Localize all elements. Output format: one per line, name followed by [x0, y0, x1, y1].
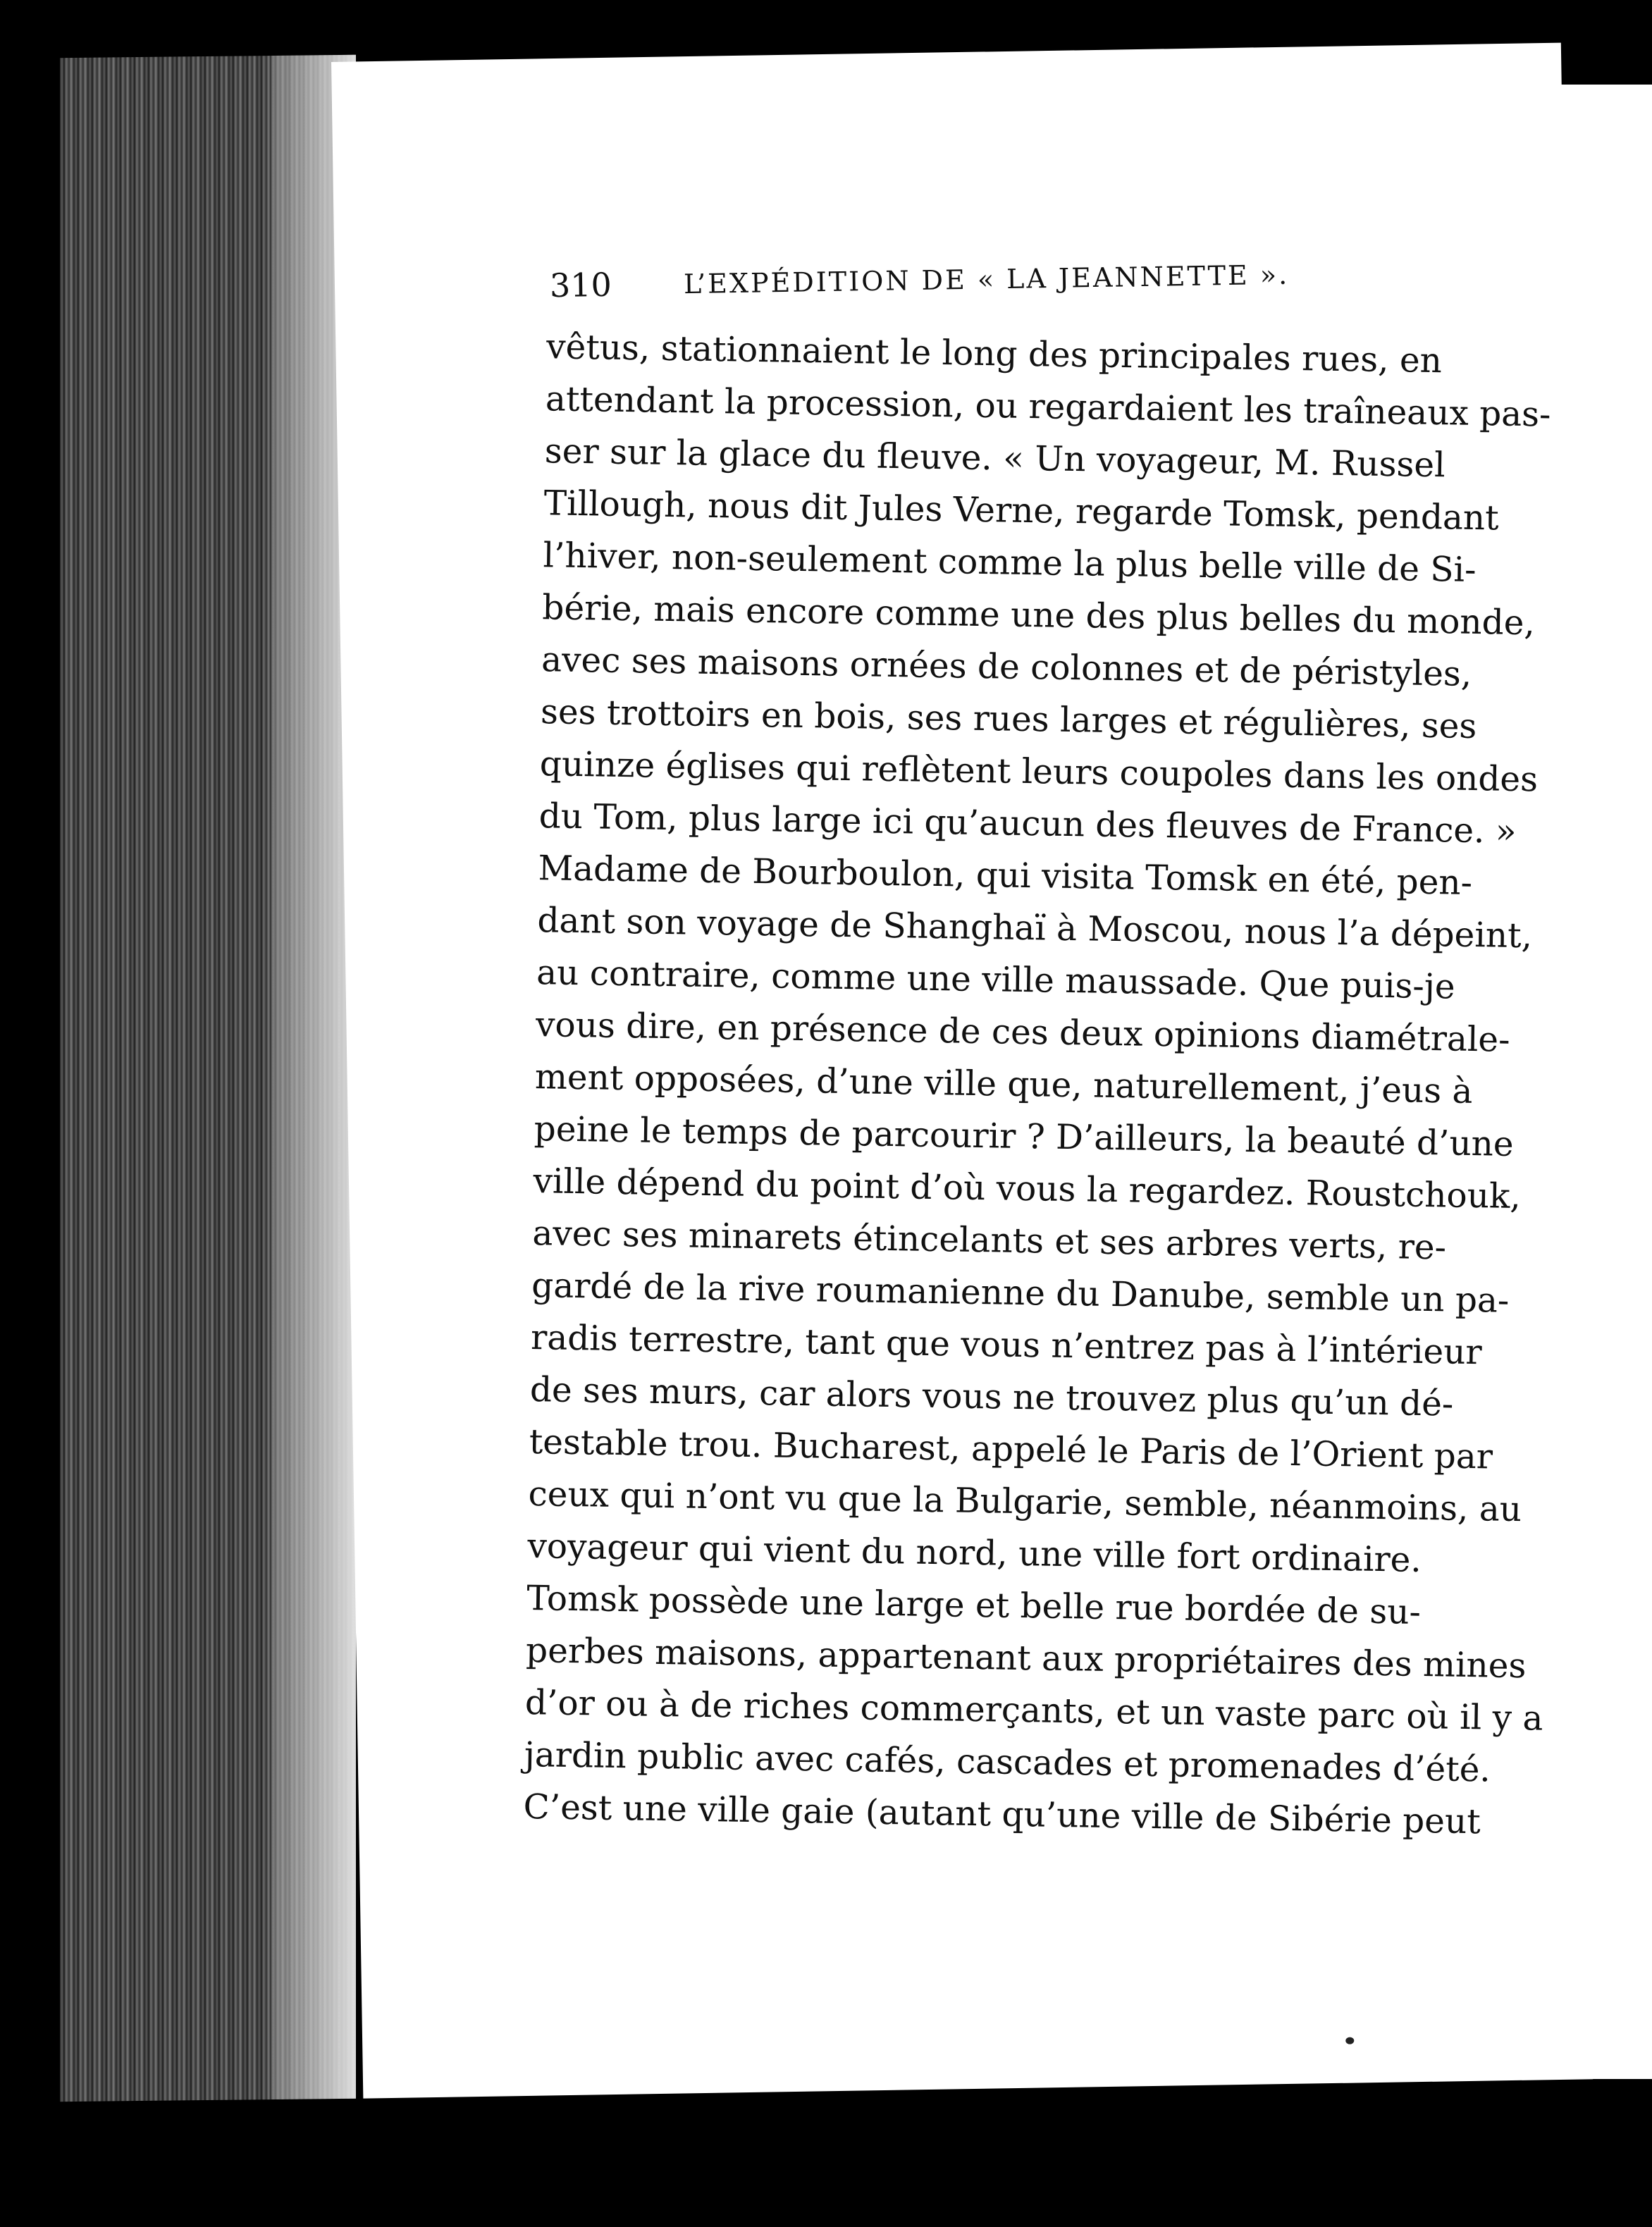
text-line: peine le temps de parcourir ? D’ailleurs, la beauté d’une: [534, 1109, 1515, 1164]
book-page: [331, 43, 1593, 2099]
text-line: jardin public avec cafés, cascades et promenades d’été.: [524, 1734, 1491, 1790]
text-line: voyageur qui vient du nord, une ville fort ordinaire.: [527, 1526, 1422, 1580]
text-line: l’hiver, non-seulement comme la plus belle ville de Si-: [543, 536, 1477, 590]
text-line: ment opposées, d’une ville que, naturellement, j’eus à: [534, 1057, 1473, 1112]
text-line: ses trottoirs en bois, ses rues larges et régulières, ses: [540, 692, 1477, 747]
text-line: ville dépend du point d’où vous la regardez. Roustchouk,: [533, 1161, 1522, 1217]
text-line: quinze églises qui reflètent leurs coupoles dans les ondes: [539, 744, 1539, 800]
text-line: radis terrestre, tant que vous n’entrez pas à l’intérieur: [530, 1318, 1483, 1373]
text-line: vêtus, stationnaient le long des principales rues, en: [545, 327, 1443, 381]
text-line: gardé de la rive roumanienne du Danube, semble un pa-: [531, 1266, 1510, 1321]
text-line: avec ses minarets étincelants et ses arbres verts, re-: [532, 1214, 1447, 1268]
running-title: L’EXPÉDITION DE « LA JEANNETTE ».: [683, 259, 1290, 300]
body-text: [523, 321, 1551, 1846]
text-line: au contraire, comme une ville maussade. Que puis-je: [536, 953, 1455, 1007]
text-line: ser sur la glace du fleuve. « Un voyageur, M. Russel: [544, 431, 1446, 486]
text-line: vous dire, en présence de ces deux opinions diamétrale-: [535, 1005, 1510, 1060]
text-line: avec ses maisons ornées de colonnes et de péristyles,: [541, 640, 1472, 694]
book-page-edges: [60, 55, 356, 2102]
text-line: testable trou. Bucharest, appelé le Paris de l’Orient par: [529, 1422, 1493, 1477]
text-line: bérie, mais encore comme une des plus belles du monde,: [541, 588, 1536, 643]
text-line: C’est une ville gaie (autant qu’une ville de Sibérie peut: [523, 1787, 1481, 1842]
text-line: Tillough, nous dit Jules Verne, regarde Tomsk, pendant: [543, 483, 1500, 538]
text-line: de ses murs, car alors vous ne trouvez plus qu’un dé-: [529, 1370, 1454, 1424]
text-line: dant son voyage de Shanghaï à Moscou, nous l’a dépeint,: [536, 901, 1533, 956]
text-line: du Tom, plus large ici qu’aucun des fleuves de France. »: [538, 796, 1517, 851]
text-line: Madame de Bourboulon, qui visita Tomsk en été, pen-: [538, 849, 1473, 903]
text-line: ceux qui n’ont vu que la Bulgarie, semble, néanmoins, au: [528, 1474, 1522, 1530]
page-header: [550, 251, 1523, 316]
text-line: Tomsk possède une large et belle rue bordée de su-: [526, 1579, 1422, 1632]
text-line: d’or ou à de riches commerçants, et un vaste parc où il y a: [524, 1683, 1543, 1739]
page-number: 310: [549, 265, 612, 305]
scan-speck: [1345, 2037, 1354, 2044]
text-line: attendant la procession, ou regardaient les traîneaux pas-: [545, 379, 1551, 435]
text-line: perbes maisons, appartenant aux propriétaires des mines: [525, 1631, 1527, 1686]
